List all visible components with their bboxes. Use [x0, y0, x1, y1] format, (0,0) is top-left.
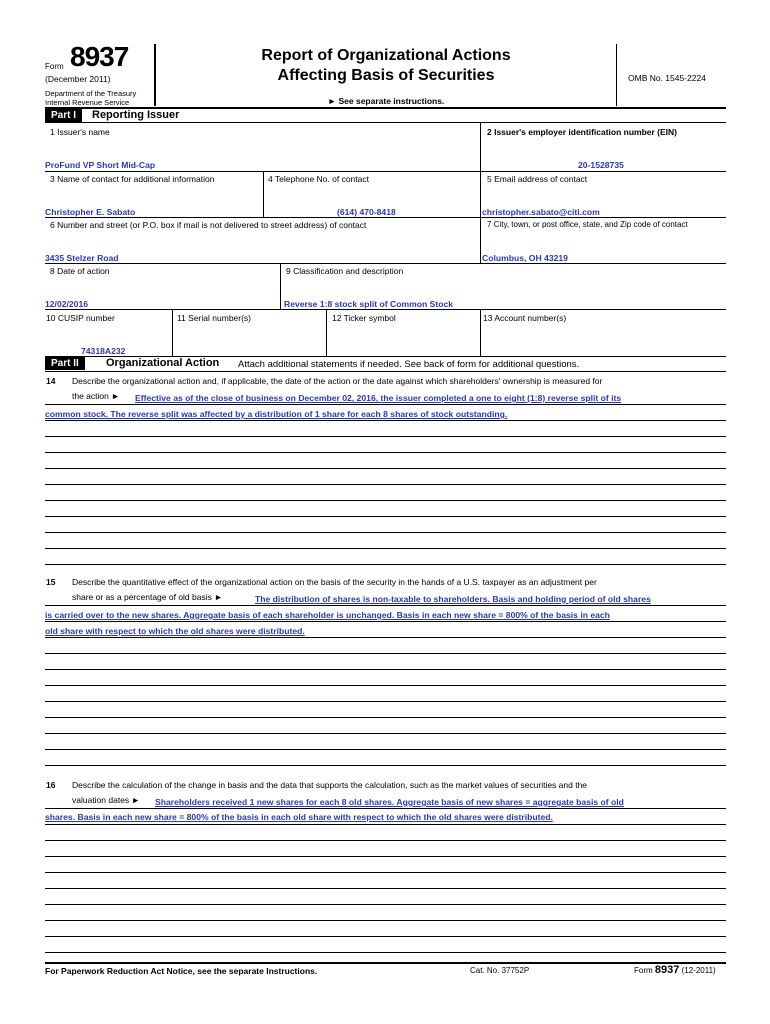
q14-answer-1: Effective as of the close of business on December 02, 2016, the issuer completed a one to eight (1:8) reverse split of its [135, 393, 622, 403]
q14-text-2: the action ► [72, 391, 120, 401]
dept-line-1: Department of the Treasury [45, 89, 137, 98]
form-header [0, 0, 770, 110]
field-2-label: 2 Issuer's employer identification number (EIN) [487, 127, 678, 137]
part-1-tag: Part I [45, 109, 82, 122]
field-13-label: 13 Account number(s) [483, 313, 567, 323]
field-4-label: 4 Telephone No. of contact [268, 174, 369, 184]
cusip-value: 74318A232 [81, 346, 126, 356]
telephone-value: (614) 470-8418 [337, 207, 396, 217]
contact-name-value: Christopher E. Sabato [45, 207, 136, 217]
paperwork-notice: For Paperwork Reduction Act Notice, see the separate Instructions. [45, 966, 318, 976]
form-title-line-2: Affecting Basis of Securities [277, 67, 495, 84]
q16-text-1: Describe the calculation of the change in basis and the data that supports the calculation, such as the market values of securities and the [72, 780, 588, 790]
field-8-label: 8 Date of action [50, 266, 110, 276]
q16-answer-2: shares. Basis in each new share = 800% of the basis in each old share with respect to which the old shares were distributed. [45, 812, 553, 822]
form-number: 8937 [70, 41, 129, 72]
part-2-title: Organizational Action [106, 357, 220, 369]
dept-line-2: Internal Revenue Service [45, 98, 130, 107]
q15-answer-2: is carried over to the new shares. Aggregate basis of each shareholder is unchanged. Basis in each new share = 800% of the basis in each [45, 610, 610, 620]
see-instructions: ► See separate instructions. [327, 96, 445, 106]
q14-answer-2: common stock. The reverse split was affected by a distribution of 1 share for each 8 shares of stock outstanding. [45, 409, 508, 419]
part-2-tag: Part II [45, 357, 85, 370]
city-state-zip-value: Columbus, OH 43219 [482, 253, 568, 263]
field-6-label: 6 Number and street (or P.O. box if mail is not delivered to street address) of contact [50, 220, 367, 230]
field-10-label: 10 CUSIP number [46, 313, 115, 323]
email-value: christopher.sabato@citi.com [482, 207, 600, 217]
form-word: Form [45, 62, 64, 71]
q16-answer-1: Shareholders received 1 new shares for each 8 old shares. Aggregate basis of new shares = aggregate basis of old [155, 797, 624, 807]
q14-number: 14 [46, 376, 56, 386]
q14-text-1: Describe the organizational action and, if applicable, the date of the action or the date against which shareholders' ownership is measured for [72, 376, 603, 386]
field-7-label: 7 City, town, or post office, state, and Zip code of contact [487, 220, 688, 229]
classification-value: Reverse 1:8 stock split of Common Stock [284, 299, 454, 309]
part-2-subtitle: Attach additional statements if needed. See back of form for additional questions. [238, 359, 580, 370]
omb-number: OMB No. 1545-2224 [628, 73, 706, 83]
footer-form-id [634, 964, 716, 976]
issuer-name-value: ProFund VP Short Mid-Cap [45, 160, 156, 170]
footer-form-word: Form [634, 966, 653, 975]
field-9-label: 9 Classification and description [286, 266, 404, 276]
street-value: 3435 Stelzer Road [45, 253, 119, 263]
field-3-label: 3 Name of contact for additional information [50, 174, 215, 184]
date-of-action-value: 12/02/2016 [45, 299, 89, 309]
field-11-label: 11 Serial number(s) [177, 313, 252, 323]
field-1-label: 1 Issuer's name [50, 127, 110, 137]
form-title-line-1: Report of Organizational Actions [261, 47, 511, 64]
field-12-label: 12 Ticker symbol [332, 313, 396, 323]
footer-form-revision: (12-2011) [681, 966, 716, 975]
form-revision: (December 2011) [45, 74, 111, 84]
part-1-title: Reporting Issuer [92, 109, 180, 121]
q15-number: 15 [46, 577, 56, 587]
q15-answer-1: The distribution of shares is non-taxable to shareholders. Basis and holding period of old shares [255, 594, 651, 604]
q15-text-1: Describe the quantitative effect of the organizational action on the basis of the security in the hands of a U.S. taxpayer as an adjustment per [72, 577, 597, 587]
catalog-number: Cat. No. 37752P [470, 966, 530, 975]
footer-form-number: 8937 [654, 964, 680, 976]
ein-value: 20-1528735 [578, 160, 624, 170]
q15-text-2: share or as a percentage of old basis ► [72, 592, 223, 602]
field-5-label: 5 Email address of contact [487, 174, 588, 184]
q15-answer-3: old share with respect to which the old shares were distributed. [45, 626, 305, 636]
q16-number: 16 [46, 780, 56, 790]
q16-text-2: valuation dates ► [72, 795, 140, 805]
